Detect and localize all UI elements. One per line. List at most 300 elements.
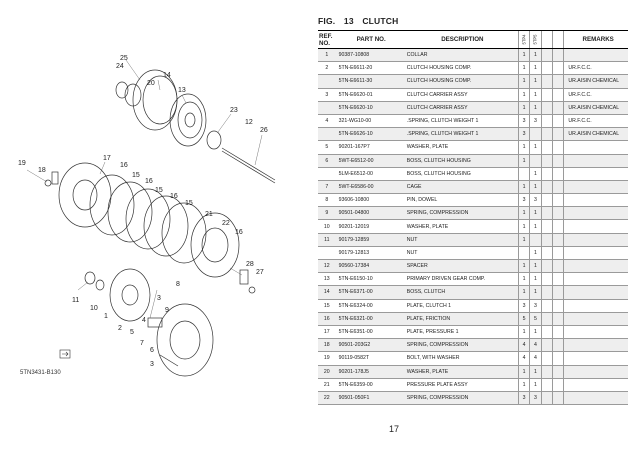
callout: 19 <box>18 160 26 167</box>
figure-label: FIG. <box>318 16 336 26</box>
cell-part-no: 90179-12813 <box>336 246 404 259</box>
cell-qty-5tp4: 1 <box>518 286 529 299</box>
figure-title <box>318 16 404 26</box>
table-row <box>318 299 628 312</box>
cell-qty-col4 <box>553 114 564 127</box>
cell-description: COLLAR <box>404 49 519 62</box>
cell-qty-col4 <box>553 286 564 299</box>
figure-name: CLUTCH <box>362 16 399 26</box>
cell-remarks: UR.AISIN CHEMICAL <box>564 128 628 141</box>
table-row <box>318 365 628 378</box>
callout: 28 <box>246 261 254 268</box>
cell-qty-5tp4: 3 <box>518 391 529 404</box>
cell-qty-col3 <box>541 365 552 378</box>
table-row <box>318 339 628 352</box>
cell-ref-no: 6 <box>318 154 336 167</box>
cell-part-no: 90501-050F1 <box>336 391 404 404</box>
cell-qty-col4 <box>553 180 564 193</box>
cell-qty-col4 <box>553 233 564 246</box>
cell-qty-5tp4: 1 <box>518 154 529 167</box>
callout: 3 <box>157 295 161 302</box>
cell-ref-no: 2 <box>318 62 336 75</box>
cell-qty-col4 <box>553 273 564 286</box>
cell-ref-no: 18 <box>318 339 336 352</box>
callout: 22 <box>222 220 230 227</box>
cell-qty-5tp5: 1 <box>530 260 541 273</box>
cell-ref-no: 7 <box>318 180 336 193</box>
figure-number: 13 <box>343 16 354 26</box>
callout: 14 <box>163 72 171 79</box>
cell-qty-col4 <box>553 194 564 207</box>
cell-qty-5tp5: 1 <box>530 141 541 154</box>
pressure-plate-drawing <box>59 163 111 227</box>
cell-qty-col3 <box>541 339 552 352</box>
cell-remarks: UR.AISIN CHEMICAL <box>564 101 628 114</box>
cell-qty-5tp5 <box>530 233 541 246</box>
cell-qty-col3 <box>541 180 552 193</box>
cell-qty-col4 <box>553 141 564 154</box>
cell-ref-no: 15 <box>318 299 336 312</box>
callout: 24 <box>116 63 124 70</box>
cell-qty-5tp4: 1 <box>518 49 529 62</box>
cell-part-no: 93606-10800 <box>336 194 404 207</box>
cell-qty-col4 <box>553 75 564 88</box>
cell-remarks <box>564 339 628 352</box>
cell-qty-col4 <box>553 49 564 62</box>
callout: 25 <box>120 55 128 62</box>
cell-qty-col3 <box>541 141 552 154</box>
housing-drawing <box>133 70 177 130</box>
callout: 9 <box>165 307 169 314</box>
cell-description: .SPRING, CLUTCH WEIGHT 1 <box>404 114 519 127</box>
header-model-5tp4 <box>518 31 529 49</box>
callout: 23 <box>230 107 238 114</box>
cell-ref-no <box>318 246 336 259</box>
cell-part-no: 5TN-E6620-10 <box>336 101 404 114</box>
cell-description: SPRING, COMPRESSION <box>404 391 519 404</box>
table-row <box>318 128 628 141</box>
callout: 10 <box>90 305 98 312</box>
push-rod-drawing <box>222 148 275 180</box>
cell-description: BOLT, WITH WASHER <box>404 352 519 365</box>
cell-qty-5tp5: 1 <box>530 62 541 75</box>
cell-ref-no: 10 <box>318 220 336 233</box>
cell-qty-5tp4: 1 <box>518 260 529 273</box>
cell-part-no: 5LM-E6512-00 <box>336 167 404 180</box>
table-row <box>318 114 628 127</box>
header-model-col4 <box>553 31 564 49</box>
cell-ref-no: 3 <box>318 88 336 101</box>
cell-qty-5tp5: 3 <box>530 194 541 207</box>
cell-ref-no: 22 <box>318 391 336 404</box>
cell-qty-col4 <box>553 88 564 101</box>
callout: 15 <box>155 187 163 194</box>
table-row <box>318 391 628 404</box>
cell-part-no: 5TN-E6620-01 <box>336 88 404 101</box>
cell-remarks <box>564 391 628 404</box>
cell-description: PRIMARY DRIVEN GEAR COMP. <box>404 273 519 286</box>
cell-qty-5tp4: 1 <box>518 378 529 391</box>
cell-qty-5tp4: 4 <box>518 339 529 352</box>
callout: 15 <box>185 200 193 207</box>
cell-description: CLUTCH HOUSING COMP. <box>404 62 519 75</box>
cell-remarks <box>564 312 628 325</box>
cell-part-no: 5TN-E6351-00 <box>336 325 404 338</box>
cell-qty-5tp5: 5 <box>530 312 541 325</box>
cell-remarks <box>564 141 628 154</box>
table-row <box>318 286 628 299</box>
cell-remarks: UR.F.C.C. <box>564 62 628 75</box>
clutch-housing-drawing <box>110 269 150 321</box>
cell-ref-no <box>318 101 336 114</box>
cell-qty-5tp5: 1 <box>530 325 541 338</box>
cell-part-no: 90201-178J5 <box>336 365 404 378</box>
cell-remarks <box>564 365 628 378</box>
cell-qty-5tp5: 1 <box>530 220 541 233</box>
cell-remarks <box>564 49 628 62</box>
cell-remarks <box>564 286 628 299</box>
cell-description: BOSS, CLUTCH HOUSING <box>404 154 519 167</box>
cell-part-no: 90501-04800 <box>336 207 404 220</box>
header-remarks: REMARKS <box>564 31 628 49</box>
cell-description: NUT <box>404 233 519 246</box>
cell-part-no: 90560-17384 <box>336 260 404 273</box>
cell-qty-col4 <box>553 365 564 378</box>
cell-qty-5tp4: 1 <box>518 325 529 338</box>
cell-qty-col3 <box>541 312 552 325</box>
cell-part-no: 5WT-E6586-00 <box>336 180 404 193</box>
header-model-col3 <box>541 31 552 49</box>
cell-qty-col3 <box>541 154 552 167</box>
cell-qty-col3 <box>541 194 552 207</box>
cell-ref-no: 9 <box>318 207 336 220</box>
exploded-view-drawing <box>0 0 310 451</box>
cell-qty-5tp4: 1 <box>518 273 529 286</box>
cell-description: CLUTCH CARRIER ASSY <box>404 101 519 114</box>
cell-description: CLUTCH HOUSING COMP. <box>404 75 519 88</box>
cell-qty-col3 <box>541 75 552 88</box>
cell-part-no: 90387-10808 <box>336 49 404 62</box>
callout: 11 <box>72 297 80 304</box>
cell-part-no: 5TN-E6359-00 <box>336 378 404 391</box>
clutch-exploded-diagram <box>0 0 310 451</box>
callout: 16 <box>170 193 178 200</box>
cell-description: CAGE <box>404 180 519 193</box>
header-part-no: PART NO. <box>336 31 404 49</box>
cell-qty-5tp5: 1 <box>530 88 541 101</box>
cell-qty-col4 <box>553 339 564 352</box>
cell-qty-col4 <box>553 299 564 312</box>
cell-description: SPRING, COMPRESSION <box>404 339 519 352</box>
cell-qty-col4 <box>553 391 564 404</box>
cell-qty-5tp5: 1 <box>530 273 541 286</box>
cell-qty-5tp4: 3 <box>518 299 529 312</box>
cell-description: PIN, DOWEL <box>404 194 519 207</box>
cell-qty-col4 <box>553 325 564 338</box>
cell-qty-5tp4: 1 <box>518 207 529 220</box>
cell-part-no: 5WT-E6512-00 <box>336 154 404 167</box>
cell-qty-col3 <box>541 167 552 180</box>
callout: 16 <box>120 162 128 169</box>
cell-qty-5tp5: 1 <box>530 49 541 62</box>
cell-qty-col3 <box>541 233 552 246</box>
clutch-carrier-drawing <box>157 304 213 376</box>
callout: 5 <box>130 329 134 336</box>
cell-qty-5tp5: 1 <box>530 180 541 193</box>
cell-qty-col3 <box>541 246 552 259</box>
cell-remarks <box>564 299 628 312</box>
table-header-row <box>318 31 628 49</box>
cell-description: NUT <box>404 246 519 259</box>
cell-ref-no: 16 <box>318 312 336 325</box>
cell-ref-no: 5 <box>318 141 336 154</box>
cell-qty-col4 <box>553 220 564 233</box>
table-row <box>318 88 628 101</box>
cell-qty-col4 <box>553 167 564 180</box>
cell-remarks <box>564 180 628 193</box>
cell-description: WASHER, PLATE <box>404 220 519 233</box>
cell-description: PLATE, PRESSURE 1 <box>404 325 519 338</box>
cell-ref-no: 13 <box>318 273 336 286</box>
parts-table-body <box>318 49 628 405</box>
table-row <box>318 273 628 286</box>
cell-qty-col4 <box>553 62 564 75</box>
cell-qty-5tp5: 1 <box>530 167 541 180</box>
cell-description: SPRING, COMPRESSION <box>404 207 519 220</box>
cell-part-no: 5TN-E6324-00 <box>336 299 404 312</box>
cell-ref-no: 17 <box>318 325 336 338</box>
cell-qty-col3 <box>541 220 552 233</box>
cell-qty-col3 <box>541 260 552 273</box>
cell-qty-5tp5: 1 <box>530 365 541 378</box>
cell-qty-col4 <box>553 207 564 220</box>
table-row <box>318 312 628 325</box>
cell-description: PRESSURE PLATE ASSY <box>404 378 519 391</box>
cell-qty-5tp5: 1 <box>530 286 541 299</box>
cell-description: WASHER, PLATE <box>404 141 519 154</box>
callout: 13 <box>178 87 186 94</box>
cell-part-no: 321-WG10-00 <box>336 114 404 127</box>
cell-qty-col4 <box>553 260 564 273</box>
callout: 7 <box>140 340 144 347</box>
cell-description: WASHER, PLATE <box>404 365 519 378</box>
cell-qty-col4 <box>553 378 564 391</box>
header-ref-no: REF. NO. <box>318 31 336 49</box>
cell-qty-col3 <box>541 273 552 286</box>
cell-part-no: 5TN-E6611-20 <box>336 62 404 75</box>
cell-description: SPACER <box>404 260 519 273</box>
cell-remarks <box>564 194 628 207</box>
cell-qty-col3 <box>541 207 552 220</box>
cell-qty-5tp4: 1 <box>518 88 529 101</box>
cell-ref-no: 14 <box>318 286 336 299</box>
cell-qty-5tp5: 1 <box>530 75 541 88</box>
header-model-5tp5-label: 5TP5 <box>532 34 538 45</box>
cell-part-no: 90179-12859 <box>336 233 404 246</box>
cell-ref-no <box>318 75 336 88</box>
cell-remarks <box>564 167 628 180</box>
table-row <box>318 180 628 193</box>
cell-qty-col3 <box>541 114 552 127</box>
header-model-5tp5 <box>530 31 541 49</box>
cell-qty-5tp5: 4 <box>530 339 541 352</box>
parts-table <box>318 30 628 405</box>
cell-ref-no: 19 <box>318 352 336 365</box>
cell-qty-5tp4: 1 <box>518 101 529 114</box>
table-row <box>318 352 628 365</box>
cell-qty-5tp4: 1 <box>518 141 529 154</box>
cell-qty-5tp5: 3 <box>530 114 541 127</box>
clutch-boss-drawing <box>191 213 239 277</box>
table-row <box>318 233 628 246</box>
cell-ref-no: 21 <box>318 378 336 391</box>
cell-qty-5tp4: 1 <box>518 62 529 75</box>
cell-part-no: 5TN-E6150-10 <box>336 273 404 286</box>
callout: 3 <box>150 361 154 368</box>
cell-remarks: UR.F.C.C. <box>564 114 628 127</box>
cell-qty-col3 <box>541 299 552 312</box>
cell-part-no: 90119-0582T <box>336 352 404 365</box>
cell-qty-5tp4: 4 <box>518 352 529 365</box>
cell-remarks <box>564 273 628 286</box>
callout: 16 <box>145 178 153 185</box>
cell-qty-col4 <box>553 128 564 141</box>
cell-qty-col4 <box>553 352 564 365</box>
cell-part-no: 5TN-E6626-10 <box>336 128 404 141</box>
table-row <box>318 167 628 180</box>
cell-qty-5tp4 <box>518 167 529 180</box>
table-row <box>318 260 628 273</box>
spring-drawing <box>52 172 58 184</box>
cell-qty-5tp4: 1 <box>518 365 529 378</box>
callout: 8 <box>176 281 180 288</box>
cell-remarks <box>564 352 628 365</box>
cell-description: PLATE, FRICTION <box>404 312 519 325</box>
cell-qty-5tp5: 1 <box>530 378 541 391</box>
cell-qty-5tp4: 1 <box>518 233 529 246</box>
table-row <box>318 246 628 259</box>
table-row <box>318 378 628 391</box>
callout: 20 <box>147 80 155 87</box>
callout: 18 <box>38 167 46 174</box>
diagram-code: 5TN3431-B130 <box>20 370 61 376</box>
callout: 27 <box>256 269 264 276</box>
cell-qty-5tp5 <box>530 128 541 141</box>
cell-qty-5tp5: 4 <box>530 352 541 365</box>
cell-qty-5tp5: 3 <box>530 391 541 404</box>
callout: 21 <box>205 211 213 218</box>
header-description: DESCRIPTION <box>404 31 519 49</box>
cell-qty-5tp4: 1 <box>518 180 529 193</box>
table-row <box>318 49 628 62</box>
cell-qty-5tp5 <box>530 154 541 167</box>
cell-ref-no: 8 <box>318 194 336 207</box>
cell-qty-col3 <box>541 286 552 299</box>
callout: 4 <box>142 317 146 324</box>
cell-part-no: 90501-203G2 <box>336 339 404 352</box>
cell-ref-no <box>318 167 336 180</box>
cell-qty-col3 <box>541 352 552 365</box>
cell-qty-col4 <box>553 312 564 325</box>
cell-remarks <box>564 260 628 273</box>
cell-description: BOSS, CLUTCH <box>404 286 519 299</box>
cell-remarks: UR.F.C.C. <box>564 88 628 101</box>
cell-ref-no: 12 <box>318 260 336 273</box>
cell-qty-col3 <box>541 101 552 114</box>
cell-part-no: 5TN-E6371-00 <box>336 286 404 299</box>
callout: 6 <box>150 347 154 354</box>
cell-qty-col3 <box>541 88 552 101</box>
table-row <box>318 75 628 88</box>
cell-description: .SPRING, CLUTCH WEIGHT 1 <box>404 128 519 141</box>
cell-remarks <box>564 154 628 167</box>
cell-qty-col3 <box>541 325 552 338</box>
cell-part-no: 5TN-E6321-00 <box>336 312 404 325</box>
cell-qty-5tp4: 3 <box>518 128 529 141</box>
table-row <box>318 220 628 233</box>
cell-qty-5tp4: 3 <box>518 194 529 207</box>
cell-remarks <box>564 220 628 233</box>
cell-qty-5tp4: 5 <box>518 312 529 325</box>
cell-qty-5tp4: 1 <box>518 75 529 88</box>
cell-qty-col3 <box>541 391 552 404</box>
gear-drawing <box>170 94 206 146</box>
cell-part-no: 90201-167P7 <box>336 141 404 154</box>
cell-qty-5tp4 <box>518 246 529 259</box>
cell-ref-no: 1 <box>318 49 336 62</box>
table-row <box>318 154 628 167</box>
cell-qty-col4 <box>553 101 564 114</box>
cell-description: CLUTCH CARRIER ASSY <box>404 88 519 101</box>
cell-part-no: 90201-12019 <box>336 220 404 233</box>
table-row <box>318 325 628 338</box>
table-row <box>318 62 628 75</box>
callout: 26 <box>260 127 268 134</box>
callout: 16 <box>235 229 243 236</box>
cell-qty-5tp5: 3 <box>530 299 541 312</box>
cell-qty-5tp4: 3 <box>518 114 529 127</box>
cell-remarks <box>564 378 628 391</box>
cell-ref-no: 20 <box>318 365 336 378</box>
cell-qty-col3 <box>541 62 552 75</box>
cell-remarks: UR.AISIN CHEMICAL <box>564 75 628 88</box>
cell-qty-col3 <box>541 378 552 391</box>
cell-remarks <box>564 246 628 259</box>
cell-qty-col4 <box>553 246 564 259</box>
table-row <box>318 141 628 154</box>
table-row <box>318 101 628 114</box>
cell-description: PLATE, CLUTCH 1 <box>404 299 519 312</box>
table-row <box>318 194 628 207</box>
cell-description: BOSS, CLUTCH HOUSING <box>404 167 519 180</box>
header-model-5tp4-label: 5TP4 <box>521 34 527 45</box>
cell-part-no: 5TN-E6611-30 <box>336 75 404 88</box>
cell-qty-5tp5: 1 <box>530 246 541 259</box>
cell-remarks <box>564 325 628 338</box>
cell-ref-no: 4 <box>318 114 336 127</box>
cell-qty-col3 <box>541 49 552 62</box>
cell-qty-5tp5: 1 <box>530 207 541 220</box>
callout: 12 <box>245 119 253 126</box>
page-number: 17 <box>388 424 399 434</box>
front-arrow-icon <box>60 350 70 358</box>
cell-remarks <box>564 233 628 246</box>
cell-ref-no: 11 <box>318 233 336 246</box>
cell-qty-col4 <box>553 154 564 167</box>
callout: 1 <box>104 313 108 320</box>
cell-qty-5tp4: 1 <box>518 220 529 233</box>
cell-qty-5tp5: 1 <box>530 101 541 114</box>
